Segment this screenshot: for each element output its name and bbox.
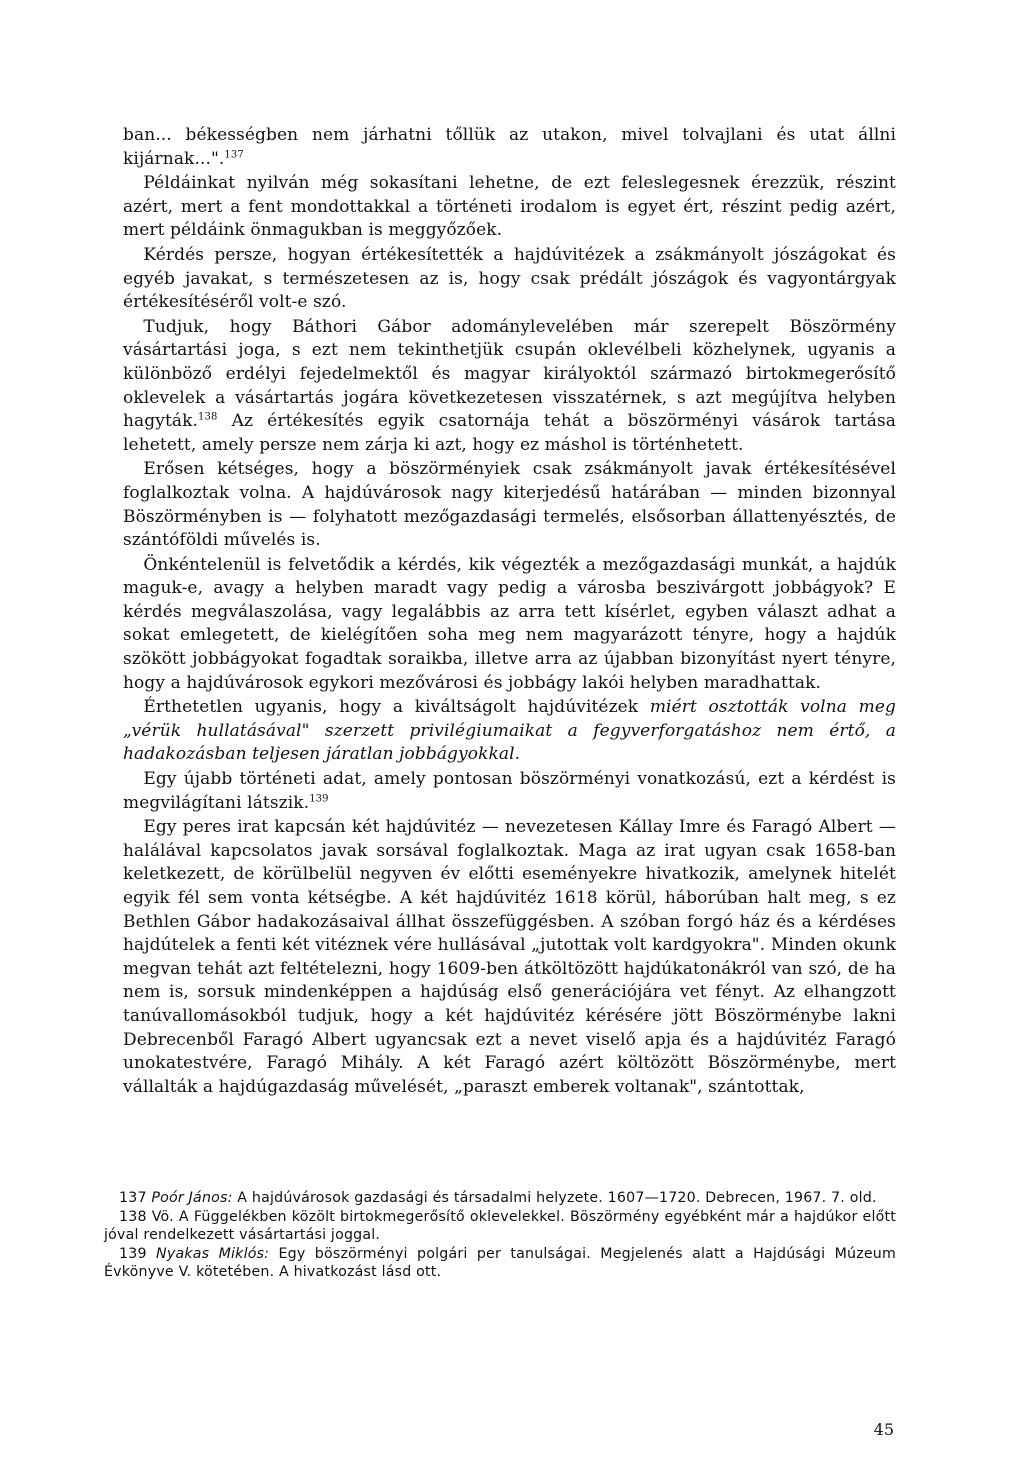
paragraph-4: Tudjuk, hogy Báthori Gábor adománylevelében már szerepelt Böszörmény vásártartási joga, s ezt nem tekinthetjük csupán oklevélbeli közhelynek, ugyanis a különböző erdélyi fejedelmektől és magyar királyoktól származó birtokmegerősítő oklevelek a vásártartás jogára következetesen visszatérnek, s azt megújítva helyben hagyták.$^{138}$ Az értékesítés egyik csatornája tehát a böszörményi vásárok tartása lehetett, amely persze nem zárja ki azt, hogy ez máshol is történhetett.	[123, 316, 896, 455]
paragraph-2: Példáinkat nyilván még sokasítani lehetne, de ezt feleslegesnek érezzük, részint azért, mert a fent mondottakkal a történeti irodalom is egyet ért, részint pedig azért, mert példáink önmagukban is meggyőzőek.	[123, 173, 896, 241]
footnote-ref-138: 138	[198, 411, 218, 423]
italic-emphasis: miért osztották volna meg „vérük hullatásával" szerzett privilégiumaikat a fegyverforgatáshoz nem értő, a hadakozásban teljesen járatlan jobbágyokkal.	[123, 697, 896, 765]
paragraph-3: Kérdés persze, hogyan értékesítették a hajdúvitézek a zsákmányolt jószágokat és egyéb javakat, s természetesen az is, hogy csak prédált jószágok és vagyontárgyak értékesítéséről volt-e szó.	[123, 244, 896, 313]
paragraph-1: ban... békességben nem járhatni tőllük az utakon, mivel tolvajlani és utat állni kijárnak...".$^{137}$	[123, 125, 896, 169]
page-number: 45	[873, 1420, 894, 1439]
footnote-137: 137 Poór János: A hajdúvárosok gazdasági és társadalmi helyzete. 1607—1720. Debrecen, 1967. 7. old.	[119, 1190, 877, 1206]
paragraph-5: Erősen kétséges, hogy a böszörményiek csak zsákmányolt javak értékesítésével foglalkoztak volna. A hajdúvárosok nagy kiterjedésű határában — minden bizonnyal Böszörményben is — folyhatott mezőgazdasági termelés, elsősorban állattenyésztés, de szántóföldi művelés is.	[123, 459, 896, 551]
footnote-138: 138 Vö. A Függelékben közölt birtokmegerősítő oklevelekkel. Böszörmény egyébként már a hajdúkor előtt jóval rendelkezett vásártartási joggal.	[104, 1208, 896, 1244]
footnote-ref-137: 137	[224, 148, 244, 160]
footnote-139: 139 Nyakas Miklós: Egy böszörményi polgári per tanulságai. Megjelenés alatt a Hajdúsági Múzeum Évkönyve V. kötetében. A hivatkozást lásd ott.	[104, 1245, 896, 1281]
page-body	[123, 124, 896, 1099]
footnotes	[104, 1189, 896, 1282]
paragraph-6: Önkéntelenül is felvetődik a kérdés, kik végezték a mezőgazdasági munkát, a hajdúk maguk-e, avagy a helyben maradt vagy pedig a városba beszivárgott jobbágyok? E kérdés megválaszolása, vagy legalábbis az arra tett kísérlet, egyben választ adhat a sokat emlegetett, de kielégítően soha meg nem magyarázott tényre, hogy a hajdúk szökött jobbágyokat fogadtak soraikba, illetve arra az újabban bizonyítást nyert tényre, hogy a hajdúvárosok egykori mezővárosi és jobbágy lakói helyben maradhattak.	[123, 554, 896, 693]
paragraph-9: Egy peres irat kapcsán két hajdúvitéz — nevezetesen Kállay Imre és Faragó Albert — halálával kapcsolatos javak sorsával foglalkoztak. Maga az irat ugyan csak 1658-ban keletkezett, de körülbelül negyven év előtti eseményekre hivatkozik, amelynek hitelét egyik fél sem vonta kétségbe. A két hajdúvitéz 1618 körül, háborúban halt meg, s ez Bethlen Gábor hadakozásaival állhat összefüggésben. A szóban forgó ház és a kérdéses hajdútelek a fenti két vitéznek vére hullásával „jutottak volt kardgyokra". Minden okunk megvan tehát azt feltételezni, hogy 1609-ben átköltözött hajdúkatonákról van szó, de ha nem is, sorsuk mindenképpen a hajdúság első generációjára vet fényt. Az elhangzott tanúvallomásokból tudjuk, hogy a két hajdúvitéz kérésére jött Böszörménybe lakni Debrecenből Faragó Albert ugyancsak ezt a nevet viselő apja és a hajdúvitéz Faragó unokatestvére, Faragó Mihály. A két Faragó azért költözött Böszörménybe, mert vállalták a hajdúgazdaság művelését, „paraszt emberek voltanak", szántottak,	[123, 817, 896, 1097]
paragraph-7: Érthetetlen ugyanis, hogy a kiváltságolt hajdúvitézek miért osztották volna meg „vérük hullatásával" szerzett privilégiumaikat a fegyverforgatáshoz nem értő, a hadakozásban teljesen járatlan jobbágyokkal.	[123, 697, 896, 765]
main-text	[123, 124, 896, 1099]
paragraph-8: Egy újabb történeti adat, amely pontosan böszörményi vonatkozású, ezt a kérdést is megvilágítani látszik.$^{139}$	[123, 769, 896, 813]
footnote-ref-139: 139	[309, 792, 329, 804]
